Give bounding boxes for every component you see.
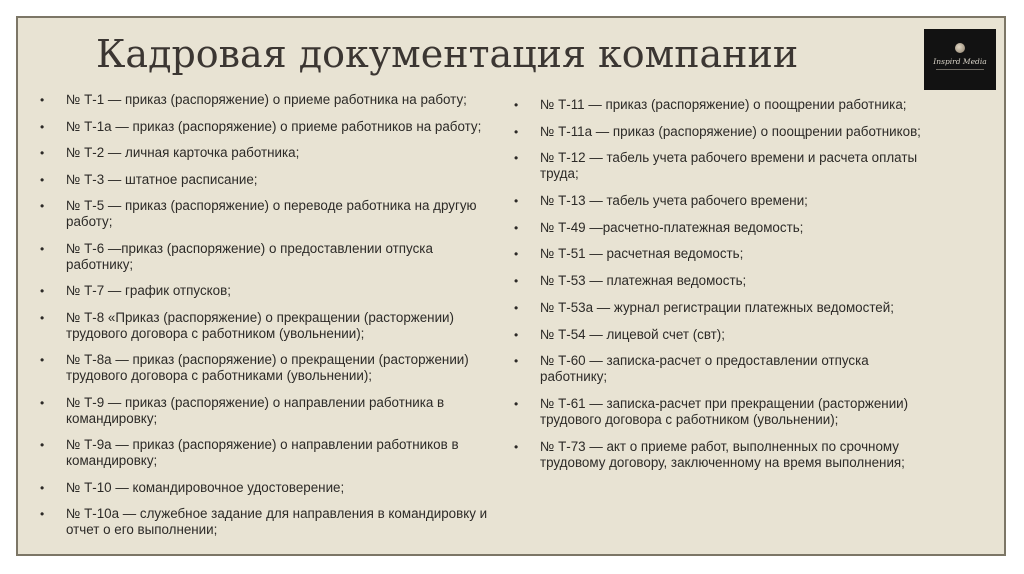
document-list-item [40, 92, 495, 108]
document-item-text: № Т-49 —расчетно-платежная ведомость; [540, 219, 804, 235]
document-list-item [40, 395, 495, 427]
document-list-item [40, 437, 495, 469]
slide-title: Кадровая документация компании [96, 32, 799, 76]
document-list-item [514, 273, 936, 289]
document-item-text: № Т-51 — расчетная ведомость; [540, 246, 744, 262]
document-list-item [40, 145, 495, 161]
document-list-item [514, 396, 936, 428]
document-item-text: № Т-11а — приказ (распоряжение) о поощрении работников; [540, 123, 921, 139]
document-list-item [40, 352, 495, 384]
content-panel [16, 16, 1006, 556]
document-item-text: № Т-2 — личная карточка работника; [66, 145, 300, 160]
document-item-text: № Т-12 — табель учета рабочего времени и расчета оплаты труда; [540, 150, 918, 182]
document-item-text: № Т-6 —приказ (распоряжение) о предоставлении отпуска работнику; [66, 240, 433, 272]
document-list-item [40, 506, 495, 538]
bullet-icon: • [514, 439, 519, 454]
bullet-icon: • [40, 146, 45, 160]
document-list-item [40, 480, 495, 496]
document-item-text: № Т-8а — приказ (распоряжение) о прекращении (расторжении) трудового договора с работниками (увольнении); [66, 352, 469, 383]
bullet-icon: • [40, 284, 45, 298]
document-list-item [514, 300, 936, 316]
bullet-icon: • [40, 310, 45, 325]
logo-underline [936, 69, 984, 70]
bullet-icon: • [514, 300, 519, 315]
document-list-item [514, 327, 936, 343]
document-list-item [514, 220, 936, 236]
document-list-item [40, 241, 495, 273]
bullet-icon: • [514, 151, 519, 166]
document-item-text: № Т-1а — приказ (распоряжение) о приеме работников на работу; [66, 118, 482, 134]
document-item-text: № Т-9 — приказ (распоряжение) о направлении работника в командировку; [66, 394, 445, 426]
document-list-item [514, 97, 936, 113]
document-item-text: № Т-7 — график отпусков; [66, 283, 231, 298]
bullet-icon: • [40, 480, 45, 495]
bullet-icon: • [40, 438, 45, 452]
document-list-item [40, 310, 495, 342]
document-item-text: № Т-3 — штатное расписание; [66, 171, 258, 187]
inspired-media-logo [924, 29, 996, 90]
bullet-icon: • [514, 327, 519, 342]
bullet-icon: • [514, 194, 519, 209]
document-item-text: № Т-10а — служебное задание для направления в командировку и отчет о его выполнении; [66, 506, 488, 537]
document-item-text: № Т-54 — лицевой счет (свт); [540, 326, 725, 342]
document-item-text: № Т-61 — записка-расчет при прекращении (расторжении) трудового договора с работником (увольнении); [540, 395, 909, 427]
document-item-text: № Т-5 — приказ (распоряжение) о переводе работника на другую работу; [66, 198, 477, 229]
bullet-icon: • [514, 247, 519, 262]
document-item-text: № Т-73 — акт о приеме работ, выполненных по срочному трудовому договору, заключенному на время выполнения; [540, 438, 905, 470]
document-list-item [40, 172, 495, 188]
document-list-item [514, 124, 936, 140]
logo-text: Inspird Media [933, 57, 987, 66]
document-item-text: № Т-13 — табель учета рабочего времени; [540, 193, 808, 209]
bullet-icon: • [40, 93, 45, 107]
bullet-icon: • [40, 395, 45, 410]
bullet-icon: • [514, 274, 519, 289]
document-list-item [40, 119, 495, 135]
bullet-icon: • [40, 507, 45, 521]
document-item-text: № Т-8 «Приказ (распоряжение) о прекращении (расторжении) трудового договора с работником (увольнении); [66, 309, 455, 341]
document-list-item [514, 193, 936, 209]
document-list-item [514, 353, 936, 385]
document-list-item [40, 283, 495, 299]
bullet-icon: • [514, 98, 519, 112]
document-item-text: № Т-53 — платежная ведомость; [540, 273, 747, 289]
document-list-item [514, 150, 936, 182]
bullet-icon: • [40, 119, 45, 134]
document-list-item [514, 246, 936, 262]
document-item-text: № Т-10 — командировочное удостоверение; [66, 479, 345, 495]
document-list-item [40, 198, 495, 230]
bullet-icon: • [514, 354, 519, 369]
document-item-text: № Т-9а — приказ (распоряжение) о направлении работников в командировку; [66, 437, 459, 468]
bullet-icon: • [514, 220, 519, 235]
bullet-icon: • [514, 124, 519, 139]
document-item-text: № Т-60 — записка-расчет о предоставлении отпуска работнику; [540, 353, 869, 385]
right-document-list [514, 97, 936, 481]
bullet-icon: • [40, 353, 45, 367]
left-document-list [40, 92, 495, 549]
document-list-item [514, 439, 936, 471]
bullet-icon: • [514, 396, 519, 411]
bullet-icon: • [40, 241, 45, 256]
document-item-text: № Т-1 — приказ (распоряжение) о приеме работника на работу; [66, 92, 467, 107]
bullet-icon: • [40, 172, 45, 187]
logo-emblem-icon [955, 43, 965, 53]
document-item-text: № Т-53а — журнал регистрации платежных ведомостей; [540, 299, 894, 315]
document-item-text: № Т-11 — приказ (распоряжение) о поощрении работника; [540, 97, 907, 112]
bullet-icon: • [40, 199, 45, 213]
